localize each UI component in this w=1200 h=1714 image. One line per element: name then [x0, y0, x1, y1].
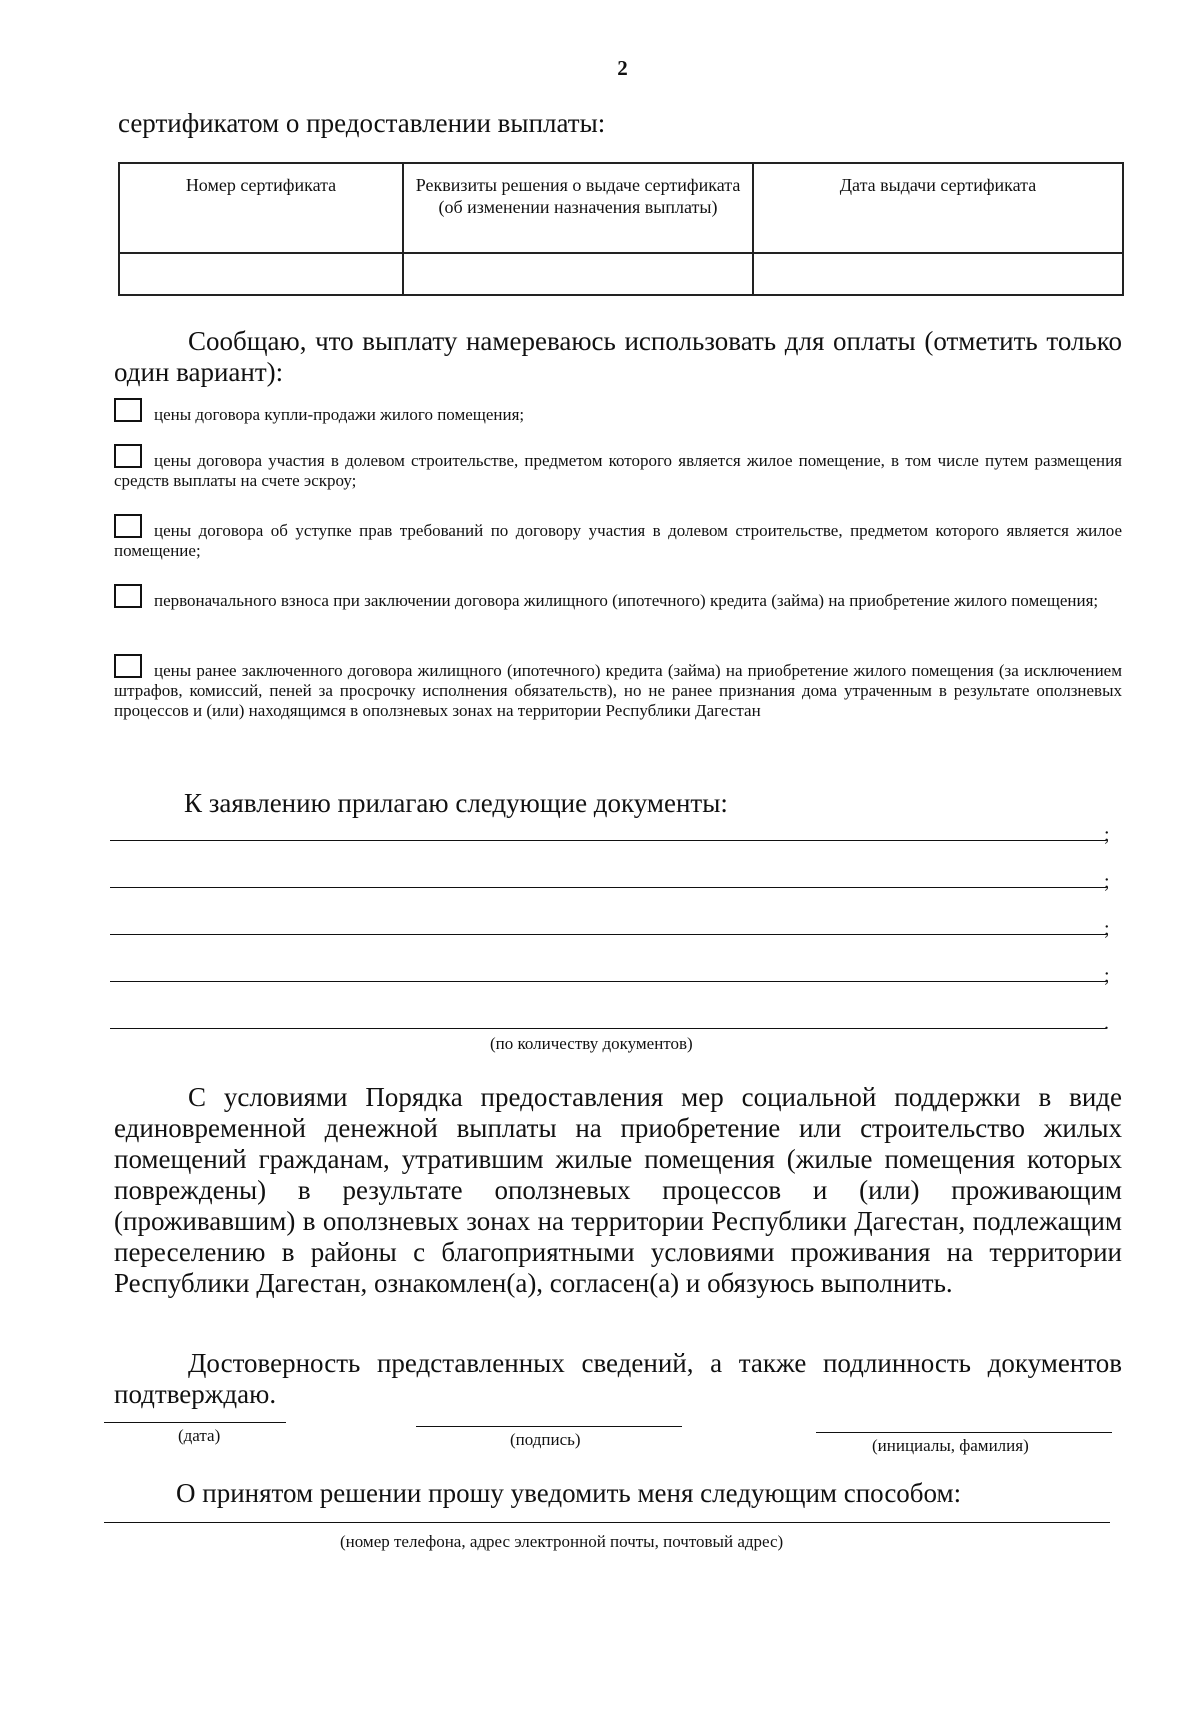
header-issue-date: Дата выдачи сертификата	[753, 163, 1123, 253]
option-label: цены договора об уступке прав требований по договору участия в долевом строительстве, предметом которого является жилое помещение;	[114, 521, 1122, 560]
table-header-row	[119, 163, 1123, 253]
conditions-text: С условиями Порядка предоставления мер социальной поддержки в виде единовременной денежной выплаты на приобретение или строительство жилых помещений гражданам, утратившим жилые помещения (жилые помещения которых повреждены) в результате оползневых процессов и (или) проживающим (проживавшим) в оползневых зонах на территории Республики Дагестан, подлежащим переселению в районы с благоприятными условиями проживания на территории Республики Дагестан, ознакомлен(а), согласен(а) и обязуюсь выполнить.	[114, 1082, 1122, 1298]
option-label: первоначального взноса при заключении договора жилищного (ипотечного) кредита (займа) на приобретение жилого помещения;	[154, 591, 1099, 610]
documents-heading: К заявлению прилагаю следующие документы:	[184, 788, 728, 818]
checkbox-purchase-contract[interactable]	[114, 398, 142, 422]
option-rights-assignment[interactable]	[114, 514, 1122, 561]
notify-method-line[interactable]	[104, 1522, 1110, 1523]
document-line-5[interactable]	[110, 1028, 1106, 1029]
option-shared-construction[interactable]	[114, 444, 1122, 491]
signature-caption: (подпись)	[510, 1430, 581, 1449]
document-line-4[interactable]	[110, 981, 1106, 982]
page-number: 2	[617, 56, 628, 80]
document-line-2[interactable]	[110, 887, 1106, 888]
option-existing-loan[interactable]	[114, 654, 1122, 721]
payment-intent-text: Сообщаю, что выплату намереваюсь использовать для оплаты (отметить только один вариант):	[114, 326, 1122, 387]
table-row	[119, 253, 1123, 295]
notify-caption: (номер телефона, адрес электронной почты, почтовый адрес)	[340, 1532, 784, 1551]
document-line-3[interactable]	[110, 934, 1106, 935]
checkbox-initial-payment[interactable]	[114, 584, 142, 608]
line-ending: .	[1104, 1012, 1109, 1034]
line-ending: ;	[1104, 965, 1110, 987]
date-line[interactable]	[104, 1422, 286, 1423]
line-ending: ;	[1104, 824, 1110, 846]
documents-caption: (по количеству документов)	[490, 1034, 693, 1053]
confirm-text: Достоверность представленных сведений, а также подлинность документов подтверждаю.	[114, 1348, 1122, 1409]
date-caption: (дата)	[178, 1426, 221, 1445]
option-purchase-contract[interactable]	[114, 398, 1122, 425]
option-label: цены договора участия в долевом строительстве, предметом которого является жилое помещение, в том числе путем размещения средств выплаты на счете эскроу;	[114, 451, 1122, 490]
line-ending: ;	[1104, 871, 1110, 893]
certificate-lead-text: сертификатом о предоставлении выплаты:	[118, 108, 606, 138]
notify-text: О принятом решении прошу уведомить меня следующим способом:	[176, 1478, 962, 1508]
signature-line[interactable]	[416, 1426, 682, 1427]
header-certificate-number: Номер сертификата	[119, 163, 403, 253]
name-line[interactable]	[816, 1432, 1112, 1433]
cell-decision-details[interactable]	[403, 253, 753, 295]
certificate-table	[118, 162, 1124, 296]
cell-certificate-number[interactable]	[119, 253, 403, 295]
option-initial-payment[interactable]	[114, 584, 1122, 611]
document-line-1[interactable]	[110, 840, 1106, 841]
option-label: цены договора купли-продажи жилого помещения;	[154, 405, 525, 424]
checkbox-rights-assignment[interactable]	[114, 514, 142, 538]
checkbox-shared-construction[interactable]	[114, 444, 142, 468]
header-decision-details: Реквизиты решения о выдаче сертификата (об изменении назначения выплаты)	[403, 163, 753, 253]
option-label: цены ранее заключенного договора жилищного (ипотечного) кредита (займа) на приобретение жилого помещения (за исключением штрафов, комиссий, пеней за просрочку исполнения обязательств), но не ранее признания дома утраченным в результате оползневых процессов и (или) находящимся в оползневых зонах на территории Республики Дагестан	[114, 661, 1122, 720]
cell-issue-date[interactable]	[753, 253, 1123, 295]
line-ending: ;	[1104, 918, 1110, 940]
name-caption: (инициалы, фамилия)	[872, 1436, 1029, 1455]
checkbox-existing-loan[interactable]	[114, 654, 142, 678]
